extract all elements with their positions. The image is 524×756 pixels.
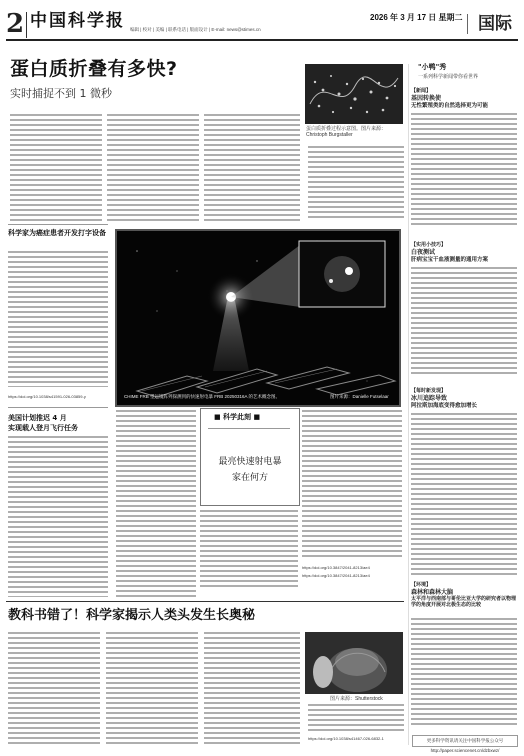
left-column-rule (8, 224, 108, 225)
frb-title-line1: 最亮快速射电暴 (218, 457, 282, 467)
bottom-photo (305, 632, 403, 694)
masthead-divider (26, 12, 27, 38)
page-number: 2 (6, 9, 25, 39)
sidebar-item-body (411, 618, 517, 728)
sidebar-item-sub: 无性繁殖类的自然选择更为可能 (411, 103, 489, 109)
lead-body-col2 (107, 114, 199, 222)
sidebar-item-title: 冰川追踪导致 (411, 395, 448, 402)
bottom-headline: 教科书错了！科学家揭示人类头发生长奥秘 (8, 608, 256, 623)
hero-image (115, 229, 401, 407)
sidebar-item-body (411, 413, 517, 575)
bottom-body-col2 (106, 632, 198, 745)
frb-body-right (302, 410, 402, 560)
sidebar-footer: 更多科学资讯请关注中国科学报公众号 http://paper.sciencenet.cn/dzbxwz/ (412, 735, 518, 747)
sidebar-item-title: 基因转换使 (411, 95, 442, 102)
left-column-rule-2 (8, 407, 108, 408)
sidebar-item-body (411, 267, 517, 377)
editor-info: 编辑 | 校对 | 美编 | 联系电话 | 版面设计 | E-mail: news@stimes.cn (130, 27, 261, 32)
bottom-body-col3 (204, 632, 300, 745)
sidebar-item-title: 森林和森林大脑 (411, 589, 454, 596)
story1-body (8, 251, 108, 387)
sidebar-item-body (411, 113, 517, 225)
lead-subhead: 实时捕捉不到 1 微秒 (10, 87, 112, 100)
sidebar-item-tag: 【实用小技巧】 (411, 242, 447, 248)
sidebar-item-title: 白夜测试 (411, 249, 436, 256)
lead-photo (305, 64, 403, 124)
lead-headline: 蛋白质折叠有多快? (10, 58, 178, 80)
story1-link: https://doi.org/10.1038/s41591-026-03859-y (8, 394, 86, 399)
frb-body-center (200, 510, 298, 590)
frb-link-1: https://doi.org/10.3847/2041-8213/ae4 (302, 565, 370, 570)
story2-title: 美国计划推迟 4 月 (8, 414, 67, 422)
hero-caption: CHIME FRB 望远镜阵列探测到的快速射电暴 FRB 20250316A 的艺术概念图。 (124, 394, 281, 399)
sidebar-item-sub: 太平洋与西南部与哥伦比亚大学的研究者以物理学的角度开展对北极生态的比较 (411, 596, 517, 608)
hero-credit: 图片来源：Danielle Futselaar (330, 394, 389, 399)
story1-title: 科学家为癌症患者开发打字设备 (8, 229, 106, 237)
sidebar-item-tag: 【每时新发现】 (411, 388, 447, 394)
lead-body-col4 (308, 146, 404, 221)
issue-date: 2026 年 3 月 17 日 星期二 (370, 13, 463, 22)
story2-body (8, 436, 108, 597)
bottom-photo-caption: 图片来源：Shutterstock (330, 696, 383, 702)
sidebar-item-sub: 阿拉斯加海底变得愈加增长 (411, 403, 478, 409)
frb-link-2: https://doi.org/10.3847/2041-8213/ae4 (302, 573, 370, 578)
frb-title-line2: 家在何方 (231, 473, 268, 483)
lead-photo-caption: 蛋白质折叠过程示意图。图片来源：Christoph Burgstaller (306, 126, 387, 138)
frb-body-left (116, 410, 196, 597)
bottom-link: https://doi.org/10.1038/s41467-026-6832-1 (308, 736, 384, 741)
sidebar-item-tag: 【环境】 (411, 582, 432, 588)
header-rule (6, 39, 518, 41)
bottom-rule (6, 601, 404, 602)
sidebar-title: "小鸭"秀 (418, 63, 447, 71)
bottom-body-col1 (8, 632, 100, 745)
story2-title-line2: 实现载人登月飞行任务 (8, 424, 78, 432)
sidebar-lede: 一系列科学新闻带你看世界 (418, 74, 479, 80)
sidebar-item-sub: 肝病宝宝干血液测量的通用方案 (411, 257, 489, 263)
bottom-body-col4 (308, 704, 404, 734)
lead-body-col1 (10, 114, 102, 222)
lead-body-col3 (204, 114, 300, 222)
section-label: 国际 (470, 10, 520, 38)
paper-masthead: 中国科学报 (30, 11, 125, 31)
sidebar-item-tag: 【新闻】 (411, 88, 432, 94)
science-now-rule (208, 428, 290, 429)
science-now-tag: ■ 科学此刻 ■ (214, 413, 261, 421)
